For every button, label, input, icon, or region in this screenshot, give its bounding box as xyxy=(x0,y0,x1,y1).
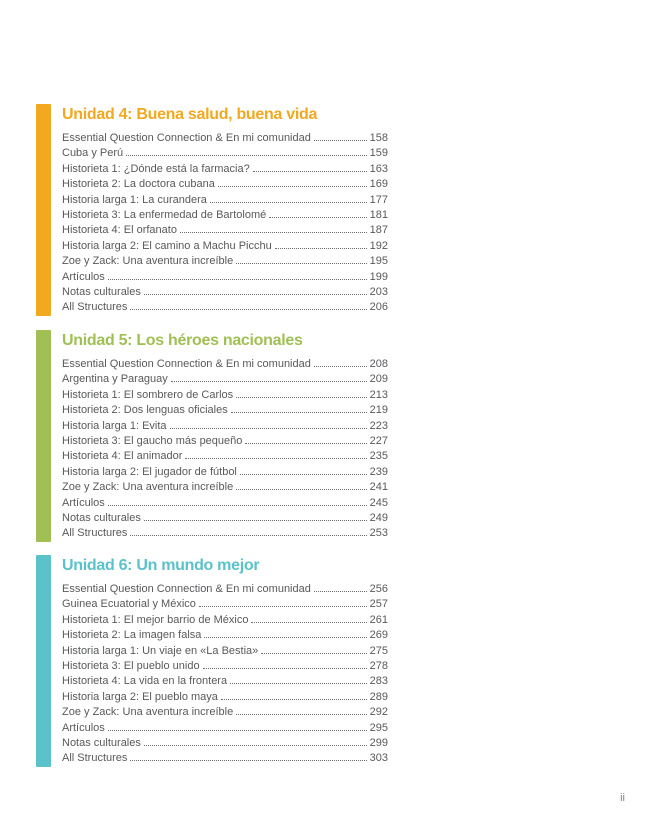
toc-entry-label: Essential Question Connection & En mi comunidad xyxy=(62,132,311,144)
toc-entry xyxy=(62,496,388,511)
toc-entry-label: All Structures xyxy=(62,301,128,314)
toc-entry-label: Historieta 1: ¿Dónde está la farmacia? xyxy=(62,162,250,175)
toc-entry-label: Historieta 2: Dos lenguas oficiales xyxy=(62,404,228,417)
dot-leader xyxy=(236,263,366,264)
toc-entry-label: Historia larga 2: El jugador de fútbol xyxy=(62,465,237,478)
section-accent-bar xyxy=(36,330,51,542)
toc-entry-page-number: 208 xyxy=(369,358,388,370)
section-title: Unidad 4: Buena salud, buena vida xyxy=(62,106,318,123)
toc-entry xyxy=(62,270,388,285)
dot-leader xyxy=(230,683,367,684)
dot-leader xyxy=(261,653,366,654)
toc-entry-page-number: 169 xyxy=(369,178,388,191)
toc-entry-page-number: 223 xyxy=(369,419,388,432)
toc-entry-page-number: 241 xyxy=(369,481,388,494)
toc-entry xyxy=(62,131,388,146)
dot-leader xyxy=(108,505,367,506)
toc-entry-label: Essential Question Connection & En mi comunidad xyxy=(62,358,311,370)
toc-entry-label: Notas culturales xyxy=(62,286,141,299)
toc-entry-label: All Structures xyxy=(62,752,128,765)
dot-leader xyxy=(251,622,366,623)
toc-entry xyxy=(62,300,388,315)
toc-entry xyxy=(62,465,388,480)
toc-entry-label: Artículos xyxy=(62,270,105,283)
toc-entry-label: Notas culturales xyxy=(62,737,141,750)
dot-leader xyxy=(314,591,367,592)
dot-leader xyxy=(203,668,367,669)
toc-entry-page-number: 187 xyxy=(369,224,388,237)
entry-list xyxy=(62,582,388,767)
toc-entry-label: Zoe y Zack: Una aventura increíble xyxy=(62,481,234,494)
dot-leader xyxy=(210,202,367,203)
dot-leader xyxy=(170,428,367,429)
toc-entry-page-number: 195 xyxy=(369,255,388,268)
dot-leader xyxy=(240,474,367,475)
toc-entry-label: Historieta 3: La enfermedad de Bartolomé xyxy=(62,209,267,222)
toc-entry xyxy=(62,239,388,254)
toc-entry xyxy=(62,285,388,300)
dot-leader xyxy=(314,140,367,141)
toc-entry-label: Historieta 2: La doctora cubana xyxy=(62,178,215,191)
dot-leader xyxy=(236,397,366,398)
dot-leader xyxy=(269,217,366,218)
toc-entry xyxy=(62,674,388,689)
toc-entry xyxy=(62,480,388,495)
toc-entry xyxy=(62,751,388,766)
toc-entry-page-number: 192 xyxy=(369,239,388,252)
toc-entry-page-number: 283 xyxy=(369,675,388,688)
toc-entry-page-number: 209 xyxy=(369,373,388,386)
toc-entry xyxy=(62,177,388,192)
toc-entry xyxy=(62,526,388,541)
toc-entry-label: Essential Question Connection & En mi comunidad xyxy=(62,583,311,595)
section-accent-bar xyxy=(36,555,51,767)
toc-entry-page-number: 219 xyxy=(369,404,388,417)
toc-entry xyxy=(62,357,388,372)
dot-leader xyxy=(130,309,366,310)
toc-entry xyxy=(62,449,388,464)
toc-entry-page-number: 181 xyxy=(369,209,388,222)
toc-entry-page-number: 299 xyxy=(369,737,388,750)
toc-entry-label: Historieta 3: El gaucho más pequeño xyxy=(62,435,243,448)
entry-list xyxy=(62,357,388,542)
toc-entry xyxy=(62,511,388,526)
toc-entry-label: Historieta 3: El pueblo unido xyxy=(62,660,200,673)
toc-entry-label: Historieta 1: El mejor barrio de México xyxy=(62,613,249,626)
toc-entry-label: Argentina y Paraguay xyxy=(62,373,168,386)
toc-entry-page-number: 206 xyxy=(369,301,388,314)
toc-entry-label: Historia larga 2: El camino a Machu Picchu xyxy=(62,239,272,252)
section-title: Unidad 6: Un mundo mejor xyxy=(62,557,260,574)
dot-leader xyxy=(199,606,367,607)
toc-entry-page-number: 213 xyxy=(369,388,388,401)
toc-entry-label: Historieta 4: La vida en la frontera xyxy=(62,675,228,688)
toc-entry-label: Historieta 4: El orfanato xyxy=(62,224,177,237)
dot-leader xyxy=(314,366,367,367)
toc-entry-label: Historieta 1: El sombrero de Carlos xyxy=(62,388,234,401)
toc-entry xyxy=(62,644,388,659)
dot-leader xyxy=(130,760,366,761)
toc-entry-page-number: 245 xyxy=(369,496,388,509)
toc-entry xyxy=(62,162,388,177)
toc-entry-page-number: 235 xyxy=(369,450,388,463)
toc-entry-label: Zoe y Zack: Una aventura increíble xyxy=(62,706,234,719)
dot-leader xyxy=(144,745,367,746)
toc-entry-label: Historia larga 1: Un viaje en «La Bestia» xyxy=(62,644,259,657)
toc-entry-page-number: 249 xyxy=(369,512,388,525)
dot-leader xyxy=(171,381,367,382)
toc-entry xyxy=(62,193,388,208)
toc-entry-label: Historieta 2: La imagen falsa xyxy=(62,629,202,642)
dot-leader xyxy=(126,155,366,156)
toc-entry-label: All Structures xyxy=(62,527,128,540)
page-number: ii xyxy=(620,792,625,804)
toc-entry-page-number: 275 xyxy=(369,644,388,657)
toc-section xyxy=(36,555,388,767)
section-title: Unidad 5: Los héroes nacionales xyxy=(62,332,303,349)
toc-entry xyxy=(62,372,388,387)
toc-entry-page-number: 257 xyxy=(369,598,388,611)
section-content xyxy=(51,330,388,542)
entry-list xyxy=(62,131,388,316)
dot-leader xyxy=(245,443,366,444)
toc-entry-page-number: 261 xyxy=(369,613,388,626)
toc-entry-label: Historia larga 1: Evita xyxy=(62,419,167,432)
toc-entry xyxy=(62,146,388,161)
toc-entry xyxy=(62,628,388,643)
toc-entry-page-number: 256 xyxy=(369,583,388,595)
toc-entry-page-number: 278 xyxy=(369,660,388,673)
dot-leader xyxy=(108,730,367,731)
toc-entry-label: Historieta 4: El animador xyxy=(62,450,183,463)
toc-entry-page-number: 203 xyxy=(369,286,388,299)
toc-entry xyxy=(62,736,388,751)
dot-leader xyxy=(144,520,367,521)
toc-entry-page-number: 295 xyxy=(369,721,388,734)
toc-entry-page-number: 289 xyxy=(369,690,388,703)
dot-leader xyxy=(204,637,366,638)
toc-section xyxy=(36,104,388,316)
toc-entry-label: Historia larga 2: El pueblo maya xyxy=(62,690,218,703)
toc-entry xyxy=(62,613,388,628)
toc-entry xyxy=(62,434,388,449)
toc-entry-page-number: 292 xyxy=(369,706,388,719)
toc-entry-page-number: 199 xyxy=(369,270,388,283)
toc-entry xyxy=(62,659,388,674)
toc-entry-label: Artículos xyxy=(62,721,105,734)
toc-entry xyxy=(62,582,388,597)
dot-leader xyxy=(144,294,367,295)
section-content xyxy=(51,104,388,316)
toc-entry xyxy=(62,721,388,736)
toc-entry-page-number: 158 xyxy=(369,132,388,144)
toc-entry xyxy=(62,597,388,612)
dot-leader xyxy=(108,279,367,280)
toc-entry-page-number: 269 xyxy=(369,629,388,642)
toc-entry-page-number: 159 xyxy=(369,147,388,160)
dot-leader xyxy=(253,171,367,172)
dot-leader xyxy=(185,458,366,459)
dot-leader xyxy=(218,186,367,187)
toc-entry-page-number: 253 xyxy=(369,527,388,540)
toc-entry-label: Cuba y Perú xyxy=(62,147,124,160)
toc-entry-label: Notas culturales xyxy=(62,512,141,525)
dot-leader xyxy=(231,412,367,413)
toc-entry-page-number: 239 xyxy=(369,465,388,478)
toc-entry xyxy=(62,419,388,434)
toc-entry xyxy=(62,388,388,403)
toc-entry-page-number: 177 xyxy=(369,193,388,206)
toc-entry xyxy=(62,223,388,238)
dot-leader xyxy=(236,714,366,715)
dot-leader xyxy=(130,535,366,536)
toc-entry-page-number: 303 xyxy=(369,752,388,765)
section-content xyxy=(51,555,388,767)
dot-leader xyxy=(275,248,367,249)
toc-section xyxy=(36,330,388,542)
dot-leader xyxy=(180,232,367,233)
toc-entry-label: Guinea Ecuatorial y México xyxy=(62,598,196,611)
toc-entry-label: Historia larga 1: La curandera xyxy=(62,193,207,206)
toc-entry-label: Zoe y Zack: Una aventura increíble xyxy=(62,255,234,268)
section-accent-bar xyxy=(36,104,51,316)
toc-entry-page-number: 227 xyxy=(369,435,388,448)
dot-leader xyxy=(221,699,367,700)
toc-entry xyxy=(62,403,388,418)
toc-entry-page-number: 163 xyxy=(369,162,388,175)
dot-leader xyxy=(236,489,366,490)
toc-entry xyxy=(62,208,388,223)
toc-entry-label: Artículos xyxy=(62,496,105,509)
toc-entry xyxy=(62,705,388,720)
toc-entry xyxy=(62,690,388,705)
toc-entry xyxy=(62,254,388,269)
